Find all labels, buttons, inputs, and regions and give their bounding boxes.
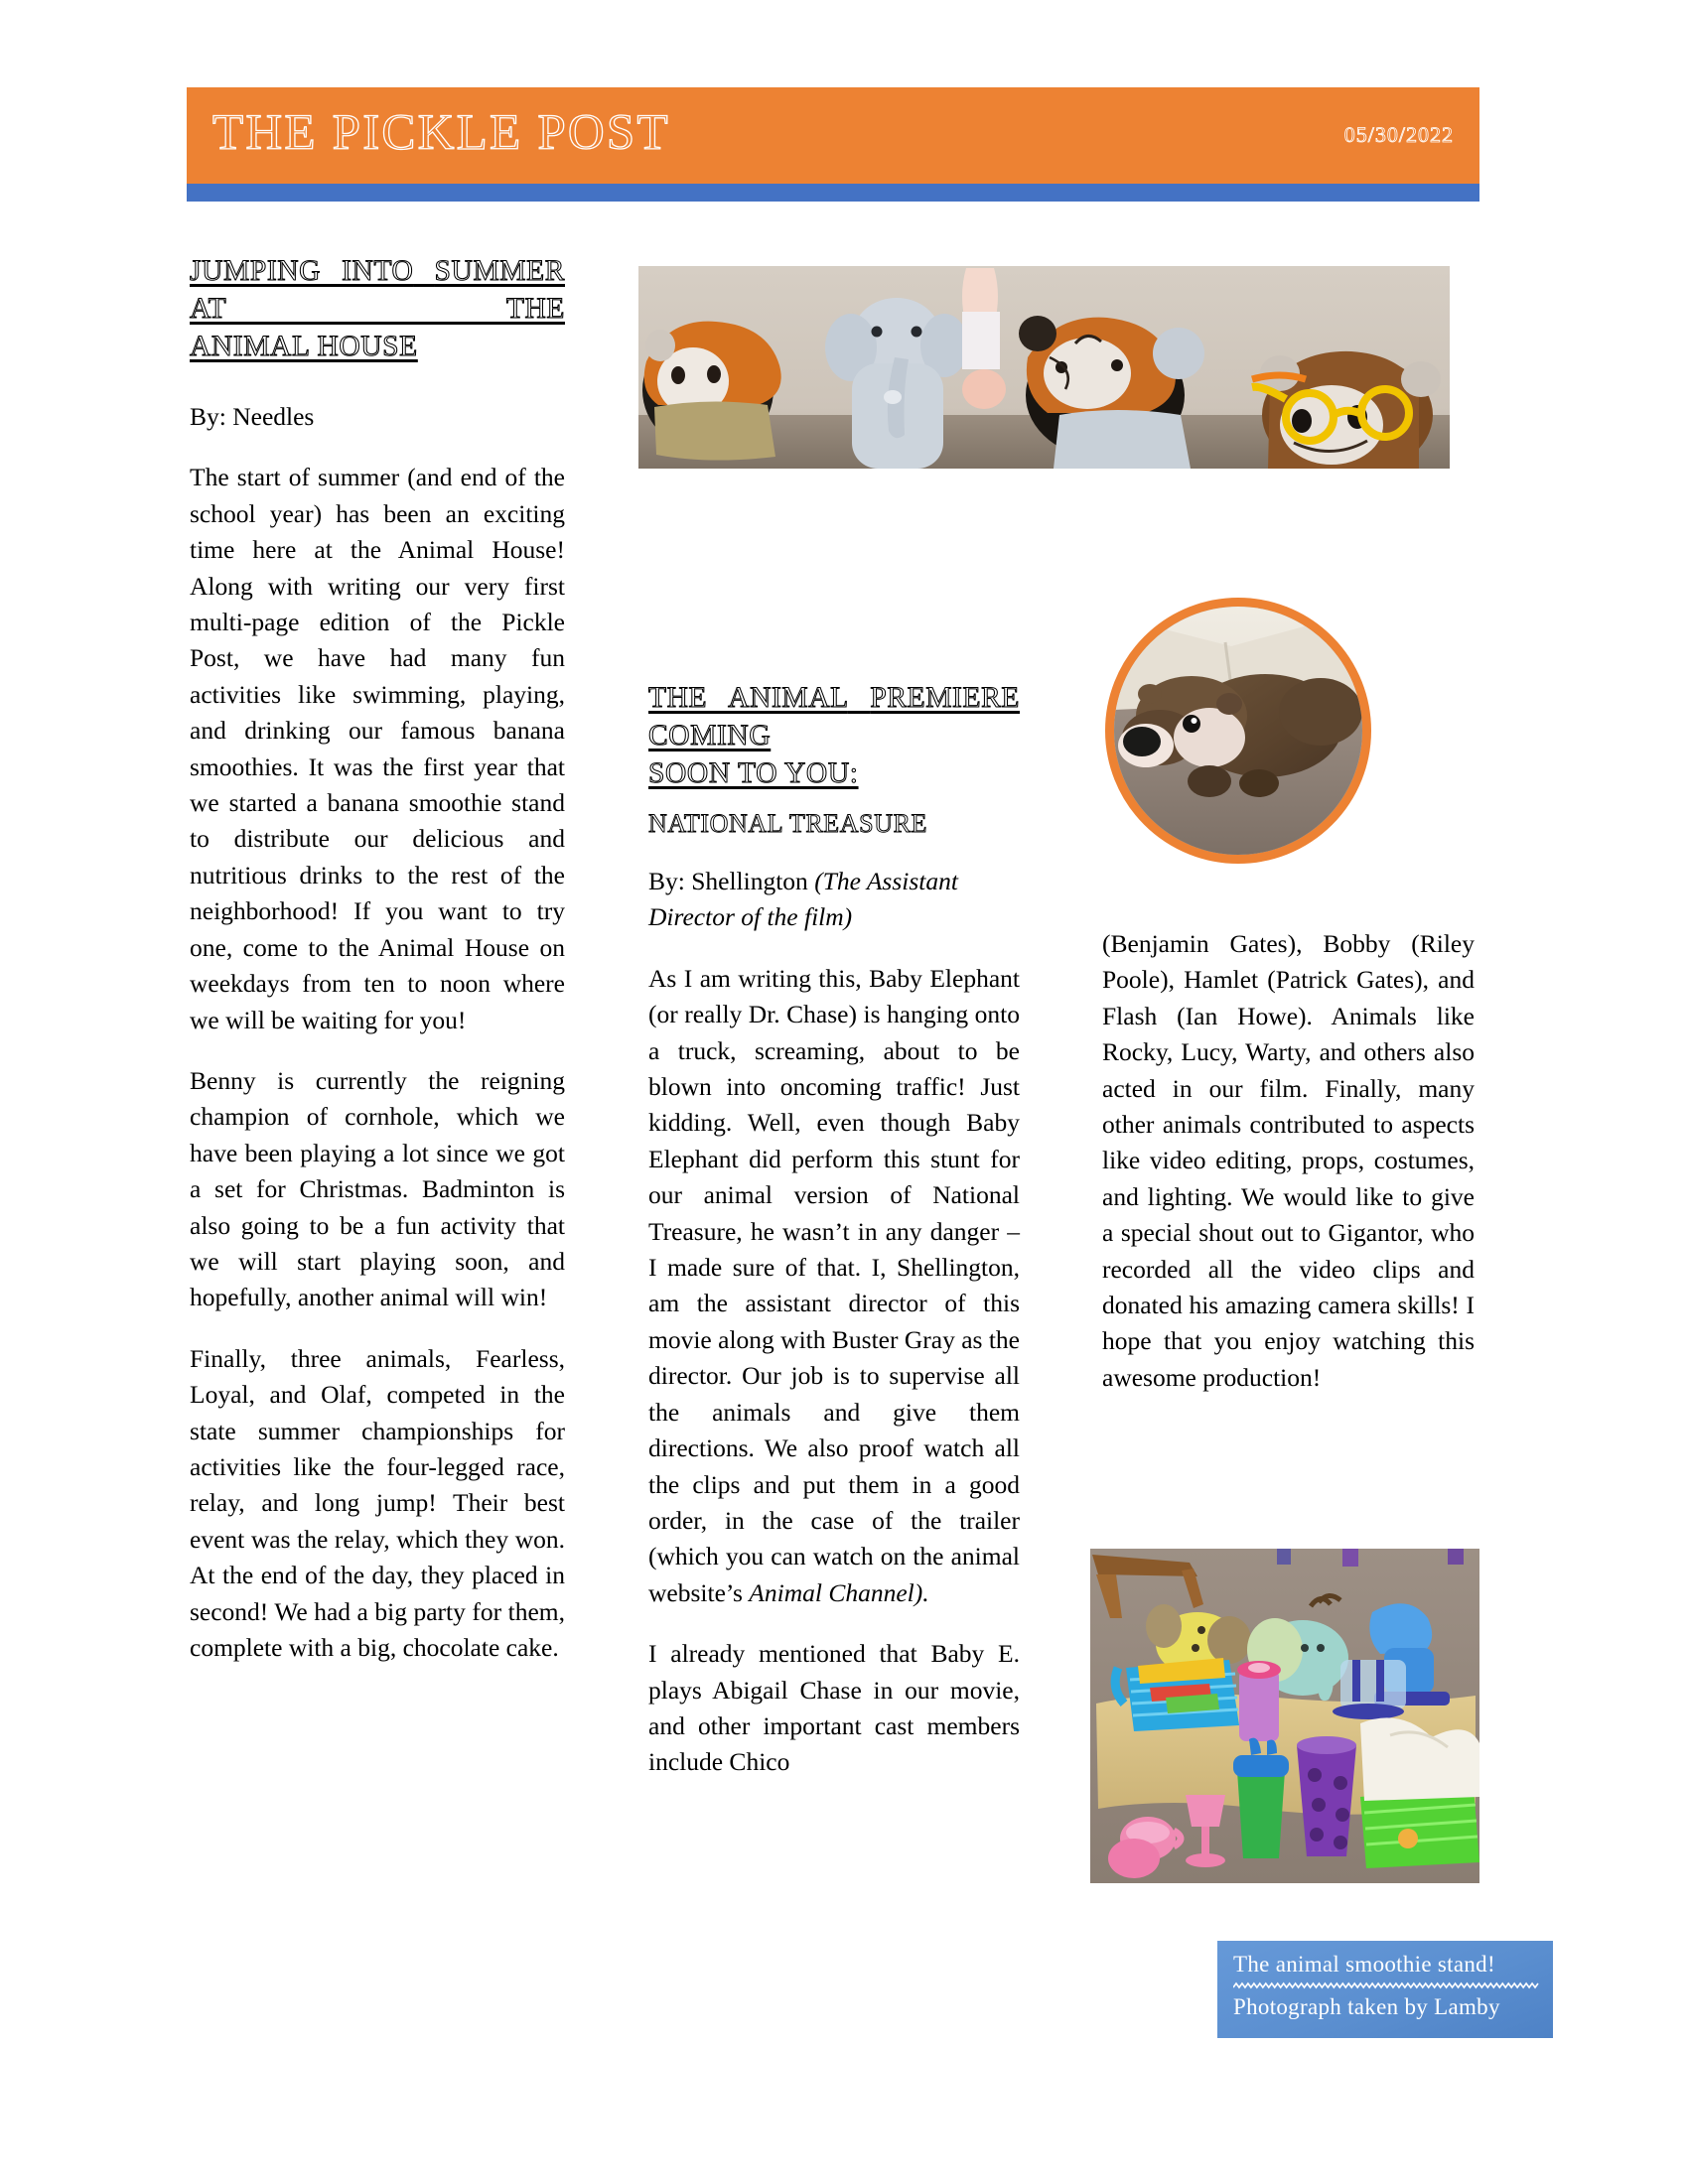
article-two-paragraph-continued: (Benjamin Gates), Bobby (Riley Poole), Hamlet (Patrick Gates), and Flash (Ian Howe). Animals like Rocky, Lucy, Warty, and others also acted in our film. Finally, many other animals contributed to aspects like video editing, props, costumes, and lighting. We would like to give a special shout out to Gigantor, who recorded all the video clips and donated his amazing camera skills! I hope that you enjoy watching this awesome production! bbox=[1102, 929, 1475, 1392]
caption-credit: Photograph taken by Lamby bbox=[1233, 1994, 1500, 2019]
article-one-paragraph: Finally, three animals, Fearless, Loyal, and Olaf, competed in the state summer championships for activities like the four-legged race, relay, and long jump! Their best event was the relay, which they won. At the end of the day, they placed in second! We had a big party for them, complete with a big, chocolate cake. bbox=[190, 1343, 565, 1662]
article-column-one bbox=[190, 252, 565, 1666]
article-two-subheadline: NATIONAL TREASURE bbox=[648, 809, 928, 838]
caption-wave-divider bbox=[1233, 1981, 1539, 1990]
otter-illustration bbox=[1114, 607, 1362, 855]
article-one-paragraph: The start of summer (and end of the school year) has been an exciting time here at the Animal House! Along with writing our very first multi-page edition of the Pickle Post, we have had many fun activities like swimming, playing, and drinking our famous banana smoothies. It was the first year that we started a banana smoothie stand to distribute our delicious and nutritious drinks to the rest of the neighborhood! If you want to try one, come to the Animal House on weekdays from ten to noon where we will be waiting for you! bbox=[190, 463, 565, 1034]
article-two-byline: By: Shellington (The Assistant Director of the film) bbox=[648, 867, 958, 932]
article-column-three bbox=[1102, 926, 1475, 1396]
article-one-byline: By: Needles bbox=[190, 402, 315, 431]
smoothie-stand-illustration bbox=[1090, 1549, 1479, 1883]
article-two-paragraph: As I am writing this, Baby Elephant (or really Dr. Chase) is hanging onto a truck, screaming, about to be blown into oncoming traffic! Just kidding. Well, even though Baby Elephant did perform this stunt for our animal version of National Treasure, he wasn’t in any danger – I made sure of that. I, Shellington, am the assistant director of this movie along with Buster Gray as the director. Our job is to supervise all the animals and give them directions. We also proof watch all the clips and put them in a good order, in the case of the trailer (which you can watch on the animal website’s Animal Channel). bbox=[648, 963, 1020, 1607]
article-two-headline: THE ANIMAL PREMIERE COMING SOON TO YOU: bbox=[648, 682, 1020, 789]
article-column-two bbox=[648, 679, 1020, 1781]
page-title: THE PICKLE POST bbox=[212, 105, 670, 161]
smoothie-stand-photo bbox=[1090, 1549, 1479, 1883]
issue-date: 05/30/2022 bbox=[1343, 121, 1454, 147]
caption-title: The animal smoothie stand! bbox=[1233, 1952, 1495, 1977]
otter-inset-photo bbox=[1105, 598, 1371, 864]
plush-group-photo bbox=[638, 266, 1450, 469]
accent-bar bbox=[187, 184, 1479, 202]
article-one-headline: JUMPING INTO SUMMER AT THE ANIMAL HOUSE bbox=[190, 255, 565, 362]
photo-caption-box bbox=[1217, 1941, 1553, 2038]
plush-group-illustration bbox=[638, 266, 1450, 469]
article-two-paragraph: I already mentioned that Baby E. plays Abigail Chase in our movie, and other important cast members include Chico bbox=[648, 1639, 1020, 1777]
article-one-paragraph: Benny is currently the reigning champion of cornhole, which we have been playing a lot since we got a set for Christmas. Badminton is also going to be a fun activity that we will start playing soon, and hopefully, another animal will win! bbox=[190, 1065, 565, 1312]
masthead-banner bbox=[187, 87, 1479, 184]
